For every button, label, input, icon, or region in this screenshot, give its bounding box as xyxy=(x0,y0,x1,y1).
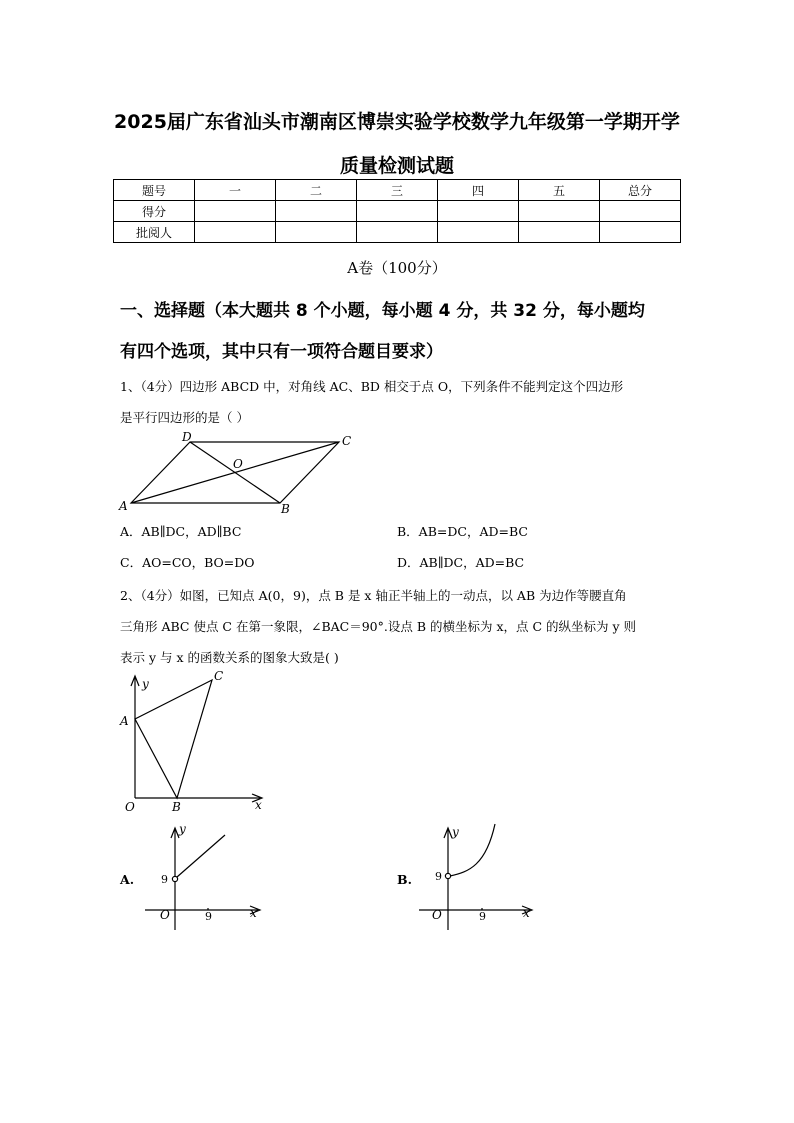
label-o: O xyxy=(233,457,243,471)
score-table-header-row xyxy=(114,180,681,201)
q1-option-c[interactable]: C．AO=CO，BO=DO xyxy=(120,555,255,570)
label-a: A xyxy=(119,499,128,513)
origin-label: O xyxy=(160,908,170,922)
title-line-1: 2025届广东省汕头市潮南区博崇实验学校数学九年级第一学期开学 xyxy=(114,111,680,133)
triangle-abc xyxy=(135,680,212,798)
header-cell: 三 xyxy=(357,180,438,201)
q1-option-a[interactable]: A．AB∥DC，AD∥BC xyxy=(120,524,242,539)
reviewer-cell[interactable] xyxy=(276,222,357,243)
q1-text-line-2: 是平行四边形的是（ ） xyxy=(120,410,249,425)
axis-label-x: x xyxy=(250,906,257,920)
axis-label-x: x xyxy=(523,906,530,920)
axis-label-y: y xyxy=(452,825,459,839)
score-cell[interactable] xyxy=(519,201,600,222)
q1-text-line-1: 1、（4分）四边形 ABCD 中，对角线 AC、BD 相交于点 O，下列条件不能判定这个四边形 xyxy=(120,379,624,394)
header-cell: 四 xyxy=(438,180,519,201)
score-cell[interactable] xyxy=(438,201,519,222)
header-cell: 二 xyxy=(276,180,357,201)
q2-option-a-letter[interactable]: A. xyxy=(120,872,135,887)
axis-label-y: y xyxy=(142,677,149,691)
label-b: B xyxy=(281,502,290,516)
q2-option-a-graph[interactable] xyxy=(140,820,270,930)
part1-heading-line-2: 有四个选项，其中只有一项符合题目要求） xyxy=(120,342,443,362)
q1-option-d[interactable]: D．AB∥DC，AD=BC xyxy=(397,555,525,570)
header-cell: 总分 xyxy=(600,180,681,201)
score-cell[interactable] xyxy=(195,201,276,222)
diagonal-bd xyxy=(190,442,280,503)
label-b: B xyxy=(172,800,181,814)
score-row xyxy=(114,201,681,222)
reviewer-cell[interactable] xyxy=(519,222,600,243)
label-o: O xyxy=(125,800,135,814)
q2-option-b-graph[interactable] xyxy=(414,820,544,930)
q2-text-line-2: 三角形 ABC 使点 C 在第一象限，∠BAC＝90°.设点 B 的横坐标为 x，点 C 的纵坐标为 y 则 xyxy=(120,619,637,634)
header-cell: 五 xyxy=(519,180,600,201)
score-table xyxy=(113,179,681,243)
score-cell[interactable] xyxy=(276,201,357,222)
label-d: D xyxy=(182,430,192,444)
q2-triangle-figure xyxy=(115,668,275,818)
q1-option-b[interactable]: B．AB=DC，AD=BC xyxy=(397,524,528,539)
x-tick-label: 9 xyxy=(205,910,212,923)
y-tick-label: 9 xyxy=(435,870,442,883)
reviewer-row xyxy=(114,222,681,243)
part1-heading-line-1: 一、选择题（本大题共 8 个小题，每小题 4 分，共 32 分，每小题均 xyxy=(120,301,645,321)
label-c: C xyxy=(342,434,352,448)
function-line xyxy=(177,835,225,877)
section-a-heading: A卷（100分） xyxy=(347,259,447,277)
label-a: A xyxy=(120,714,129,728)
axis-label-y: y xyxy=(179,822,186,836)
q2-text-line-3: 表示 y 与 x 的函数关系的图象大致是( ) xyxy=(120,650,339,665)
open-point xyxy=(172,876,177,881)
row-label: 批阅人 xyxy=(114,222,195,243)
axis-label-x: x xyxy=(255,798,262,812)
row-label: 得分 xyxy=(114,201,195,222)
x-tick-label: 9 xyxy=(479,910,486,923)
reviewer-cell[interactable] xyxy=(600,222,681,243)
q1-parallelogram-figure xyxy=(115,430,355,516)
origin-label: O xyxy=(432,908,442,922)
header-cell: 一 xyxy=(195,180,276,201)
y-tick-label: 9 xyxy=(161,873,168,886)
q2-option-b-letter[interactable]: B. xyxy=(397,872,412,887)
title-line-2: 质量检测试题 xyxy=(339,155,454,177)
score-cell[interactable] xyxy=(600,201,681,222)
q2-text-line-1: 2、（4分）如图，已知点 A(0，9)，点 B 是 x 轴正半轴上的一动点，以 AB 为边作等腰直角 xyxy=(120,588,627,603)
reviewer-cell[interactable] xyxy=(357,222,438,243)
label-c: C xyxy=(214,669,224,683)
header-cell: 题号 xyxy=(114,180,195,201)
reviewer-cell[interactable] xyxy=(195,222,276,243)
reviewer-cell[interactable] xyxy=(438,222,519,243)
score-cell[interactable] xyxy=(357,201,438,222)
open-point xyxy=(445,873,450,878)
